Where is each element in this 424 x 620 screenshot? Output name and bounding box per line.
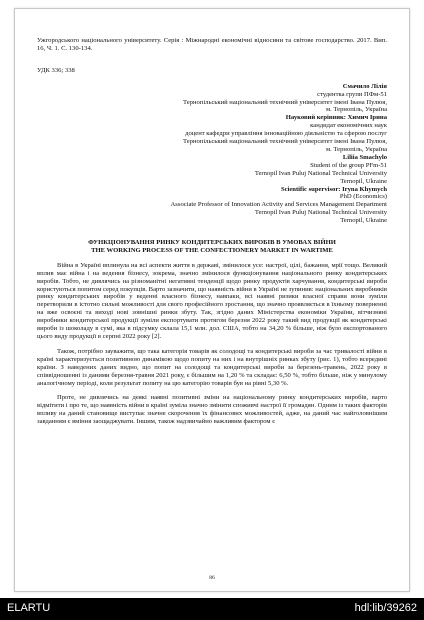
- repository-name: ELARTU: [7, 602, 51, 614]
- en-supervisor-label: Scientific supervisor: Iryna Khymych: [280, 185, 387, 193]
- ua-author-position: студентка групи ПФм-51: [317, 90, 387, 98]
- body-paragraph: Проте, не дивлячись на деякі наявні позитивні зміни на національному ринку кондитерських виробів, варто відмітити і про те, що наявність війни в країні зуміла значно змінити споживчі настрої її громадян. Одним із таких факторів впливу на даний становище виступає значне скорочення їх фінансових можливостей, адже, на даний час найголовнішим завданням є вміння заощаджувати. Іншим, також надзвичайно важливим фактором є: [37, 394, 387, 426]
- ua-author-city: м. Тернопіль, Україна: [325, 106, 387, 114]
- repository-footer: [0, 598, 424, 620]
- article-title: [37, 239, 387, 255]
- ua-supervisor-university: Тернопільський національний технічний університет імені Івана Пулюя,: [182, 138, 387, 146]
- udk-code: УДК 336; 338: [37, 66, 75, 74]
- page-number: 86: [209, 575, 215, 581]
- ua-supervisor-degree: кандидат економічних наук: [310, 122, 387, 130]
- en-supervisor-city: Ternopil, Ukraine: [340, 217, 387, 225]
- handle-identifier: hdl:lib/39262: [354, 602, 417, 614]
- title-ua: ФУНКЦІОНУВАННЯ РИНКУ КОНДИТЕРСЬКИХ ВИРОБІВ В УМОВАХ ВІЙНИ: [88, 239, 336, 247]
- ua-supervisor-label: Науковий керівник: Химич Ірина: [285, 114, 387, 122]
- en-author-position: Student of the group PFm-51: [310, 161, 387, 169]
- citation-text: Ужгородського національного університету. Серія : Міжнародні економічні відносини та світове господарство. 2017. Вип. 16, Ч. 1. С. 130-134.: [37, 37, 387, 52]
- en-author-name: Liliia Smachylo: [342, 153, 387, 161]
- en-supervisor-degree: PhD (Economics): [339, 193, 387, 201]
- page-content: [37, 37, 387, 433]
- en-author-university: Ternopil Ivan Puluj National Technical University: [254, 169, 387, 177]
- ua-author-university: Тернопільський національний технічний університет імені Івана Пулюя,: [182, 98, 387, 106]
- en-author-city: Ternopil, Ukraine: [340, 177, 387, 185]
- ua-author-name: Смачило Лілія: [342, 82, 387, 90]
- body-paragraph: Війна в Україні вплинула на всі аспекти життя в державі, змінилося усе: настрої, цілі, бажання, мрії тощо. Великий вплив має війна і на ведення бізнесу, зокрема, значно змінилося функціонування національного ринку кондитерських виробів. Тобто, не дивлячись на різноманітні негативні тенденції щодо ринку продуктів харчування, кондитерські вироби користуються попитом серед покупців. Варто зазначити, що наявність війни в Україні не зупинив: національних виробників ринку кондитерських виробів у веденні власного бізнесу, навпаки, всі наявні ризики власної справи вони зуміли перетворили в істотно сильні можливості для свого професійного зростання, що значно проявляється в їхньому поверненні на вже освоєні та виході нові зовнішні ринки збуту. Так, згідно даних Міністерства економіки України, вітчизняні виробники кондитерської продукції зуміли експортувати протягом березня 2022 року такий вид продукції як кондитерські вироби із шоколаду в сумі, яка в підсумку склала 15,1 млн. дол. США, тобто на 34,20 % більше, ніж було експортованого цього виду продукції в серпні 2022 року [2].: [37, 261, 387, 340]
- title-en: THE WORKING PROCESS OF THE CONFECTIONERY MARKET IN WARTIME: [91, 246, 333, 254]
- ua-supervisor-position: доцент кафедри управління інноваційною діяльністю та сферою послуг: [185, 130, 387, 138]
- en-supervisor-university: Ternopil Ivan Puluj National Technical University: [254, 209, 387, 217]
- body-paragraph: Також, потрібно зауважити, що така категорія товарів як солодощі та кондитерські вироби за час тривалості війни в країні характеризується позитивною динамікою щодо попиту на них і на внутрішніх ринках збуту (рис. 1), тобто всередині країни. З наведених даних видно, що попит на солодощі та кондитерські вироби за березень-травень, 2022 року в співвідношенні із даними березня-травня 2021 року, є більшим на 1,20 % та складає: 6,50 %, тобто більше, ніж у минулому аналогічному періоді, коли результат попиту на цю категорію товарів був на рівні 5,30 %.: [37, 347, 387, 387]
- en-supervisor-position: Associate Professor of Innovation Activity and Services Management Department: [170, 201, 387, 209]
- document-page: [14, 8, 410, 592]
- ua-supervisor-city: м. Тернопіль, Україна: [325, 145, 387, 153]
- author-block: [37, 83, 387, 225]
